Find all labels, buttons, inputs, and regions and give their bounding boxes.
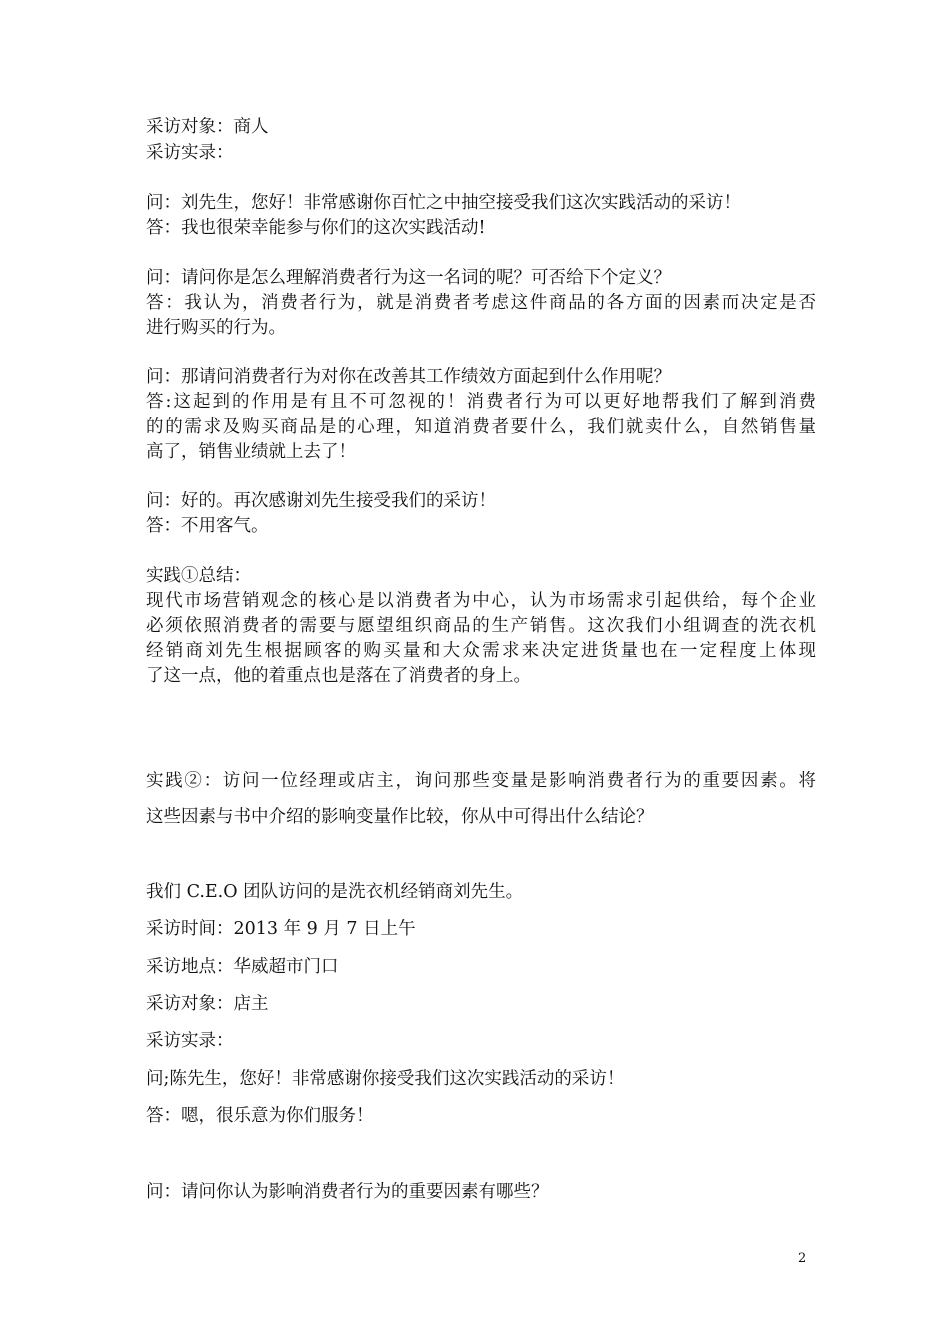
interview-time: 采访时间：2013 年 9 月 7 日上午 — [146, 919, 416, 939]
question-2: 问：请问你是怎么理解消费者行为这一名词的呢？可否给下个定义？ — [146, 268, 671, 288]
answer-2-line-2: 进行购买的行为。 — [146, 318, 286, 338]
answer-1: 答：我也很荣幸能参与你们的这次实践活动! — [146, 218, 486, 238]
interview-record-label-2: 采访实录： — [146, 1031, 234, 1051]
answer-5: 答：嗯，很乐意为你们服务！ — [146, 1106, 374, 1126]
summary-line-3: 经销商刘先生根据顾客的购买量和大众需求来决定进货量也在一定程度上体现 — [146, 641, 816, 661]
page-number: 2 — [798, 1251, 807, 1266]
question-6: 问：请问你认为影响消费者行为的重要因素有哪些？ — [146, 1182, 549, 1202]
interview-location: 采访地点：华威超市门口 — [146, 957, 339, 977]
question-5: 问;陈先生，您好！非常感谢你接受我们这次实践活动的采访！ — [146, 1069, 625, 1089]
question-3: 问：那请问消费者行为对你在改善其工作绩效方面起到什么作用呢？ — [146, 367, 671, 387]
practice-2-prompt-line-2: 这些因素与书中介绍的影响变量作比较，你从中可得出什么结论？ — [146, 807, 654, 827]
summary-line-2: 必须依照消费者的需要与愿望组织商品的生产销售。这次我们小组调查的洗衣机 — [146, 616, 816, 636]
summary-line-4: 了这一点，他的着重点也是落在了消费者的身上。 — [146, 666, 531, 686]
answer-2-line-1: 答：我认为，消费者行为，就是消费者考虑这件商品的各方面的因素而决定是否 — [146, 293, 816, 313]
question-4: 问：好的。再次感谢刘先生接受我们的采访！ — [146, 491, 496, 511]
team-intro: 我们 C.E.O 团队访问的是洗衣机经销商刘先生。 — [146, 882, 524, 902]
answer-3-line-3: 高了，销售业绩就上去了！ — [146, 442, 356, 462]
practice-2-prompt-line-1: 实践②：访问一位经理或店主，询问那些变量是影响消费者行为的重要因素。将 — [146, 771, 816, 791]
interview-record-label: 采访实录： — [146, 143, 234, 163]
question-1: 问：刘先生，您好！非常感谢你百忙之中抽空接受我们这次实践活动的采访！ — [146, 193, 741, 213]
summary-heading: 实践①总结： — [146, 566, 251, 586]
summary-line-1: 现代市场营销观念的核心是以消费者为中心，认为市场需求引起供给，每个企业 — [146, 591, 816, 611]
interview-subject: 采访对象：商人 — [146, 117, 269, 137]
answer-4: 答：不用客气。 — [146, 516, 269, 536]
answer-3-line-1: 答:这起到的作用是有且不可忽视的！消费者行为可以更好地帮我们了解到消费 — [146, 392, 816, 412]
answer-3-line-2: 的的需求及购买商品是的心理，知道消费者要什么，我们就卖什么，自然销售量 — [146, 417, 816, 437]
interview-subject-2: 采访对象：店主 — [146, 994, 269, 1014]
